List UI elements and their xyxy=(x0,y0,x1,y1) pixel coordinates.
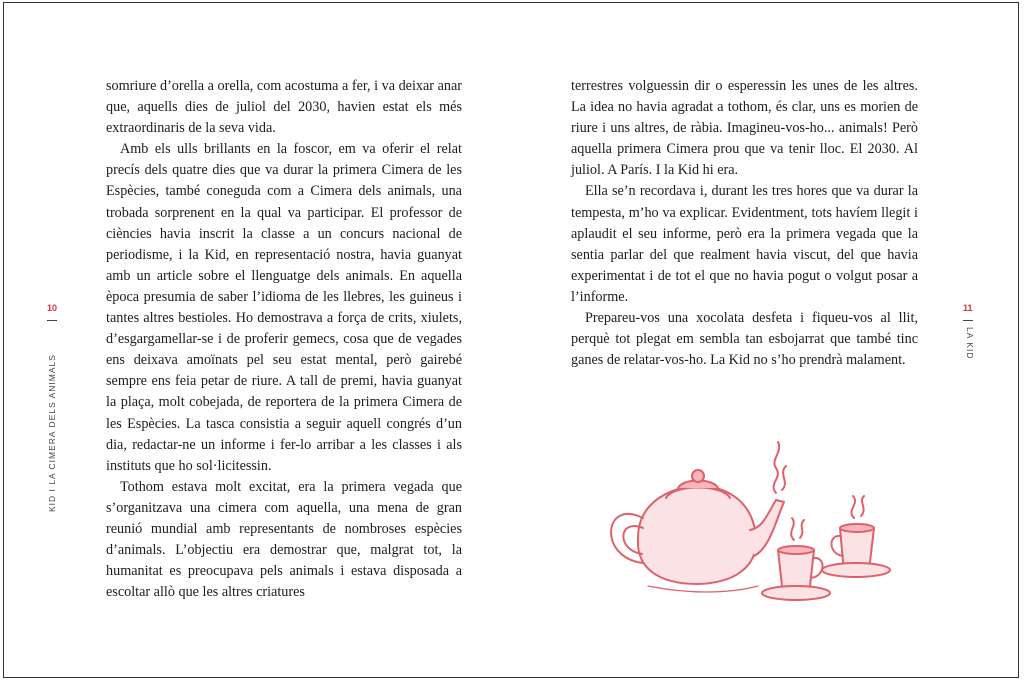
teapot-and-cups-illustration xyxy=(598,438,898,608)
right-page-number: 11 xyxy=(963,303,973,313)
right-running-head: LA KID xyxy=(965,327,975,360)
paragraph: Tothom estava molt excitat, era la primera vegada que s’organitzava una cimera com aquella, una mena de gran reunió mundial amb representants de nombroses espècies d’animals. L’objectiu era demostrar que, malgrat tot, la humanitat es preocupava pels animals i estava disposada a escoltar allò que les altres criatures xyxy=(106,478,462,601)
left-page-number: 10 xyxy=(47,303,58,313)
paragraph: Prepareu-vos una xocolata desfeta i fiqueu-vos al llit, perquè tot plegat em sembla tan esbojarrat que també tinc ganes de relatar-vos-ho. La Kid no s’ho prendrà malament. xyxy=(571,310,918,369)
paragraph: Amb els ulls brillants en la foscor, em va oferir el relat precís dels quatre dies que va durar la primera Cimera de les Espècies, també coneguda com a Cimera dels animals, una trobada sorprenent en la qual va participar. El professor de ciències havia inscrit la classe a un concurs nacional de periodisme, i la Kid, en representació nostra, havia guanyat amb un article sobre el llenguatge dels animals. En aquella època presumia de saber l’idioma de les llebres, les guineus i tantes altres bestioles. Ho demostrava a força de crits, xiulets, d’esgargamellar-se i de proferir gemecs, cosa que de vegades ens deixava amoïnats pel seu estat mental, però gairebé sempre ens feia petar de riure. A tall de premi, havia guanyat la plaça, molt cobejada, de reportera de la primera Cimera de les Espècies. La tasca consistia a seguir aquell congrés d’un dia, redactar-ne un informe i fer-lo arribar a les classes i als instituts que ho sol·licitessin. xyxy=(106,141,462,474)
left-running-head: KID I LA CIMERA DELS ANIMALS xyxy=(47,354,57,512)
paragraph: Ella se’n recordava i, durant les tres hores que va durar la tempesta, m’ho va explicar. Evidentment, tots havíem llegit i aplaudit el seu informe, però era la primera vegada que la sentia parlar del que realment havia viscut, del que havia experimentat i de tot el que no havia pogut o volgut posar a l’informe. xyxy=(571,183,918,305)
paragraph: somriure d’orella a orella, com acostuma a fer, i va deixar anar que, aquells dies de juliol del 2030, havien estat els més extraordinaris de la seva vida. xyxy=(106,78,462,137)
paragraph: terrestres volguessin dir o esperessin les unes de les altres. La idea no havia agradat a tothom, és clar, uns es morien de riure i uns altres, de ràbia. Imagineu-vos-ho... animals! Però aquella primera Cimera prou que va tenir lloc. El 2030. Al juliol. A París. I la Kid hi era. xyxy=(571,78,918,179)
right-page-divider xyxy=(963,320,973,321)
right-page-text xyxy=(571,76,918,371)
left-page-divider xyxy=(47,320,57,321)
left-page-text xyxy=(106,76,462,603)
